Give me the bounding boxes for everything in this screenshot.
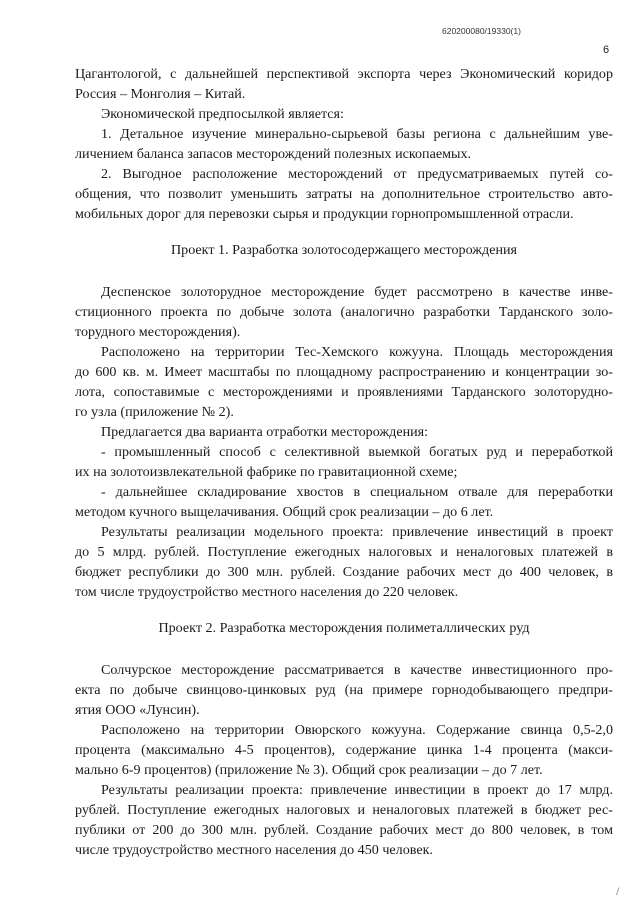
project-1-paragraph-6 [75, 522, 613, 602]
intro-paragraph-2 [75, 104, 613, 124]
text-line: публики от 200 до 300 млн. рублей. Создание рабочих мест до 800 человек, в том [75, 822, 613, 838]
project-1-paragraph-2 [75, 342, 613, 422]
text-line: методом кучного выщелачивания. Общий срок реализации – до 6 лет. [75, 504, 494, 520]
text-line: 1. Детальное изучение минерально-сырьевой базы региона с дальнейшим уве- [101, 126, 613, 142]
text-line: том числе трудоустройство местного населения до 220 человек. [75, 584, 459, 600]
text-line: бюджет республики до 300 млн. рублей. Создание рабочих мест до 400 человек, в [75, 564, 613, 580]
pen-mark: / [616, 884, 620, 898]
intro-paragraph-4 [75, 164, 613, 224]
text-line: процента (максимально 4-5 процентов), содержание цинка 1-4 процента (макси- [75, 742, 613, 758]
text-line: Результаты реализации модельного проекта: привлечение инвестиций в проект [101, 524, 613, 540]
text-line: Цагантологой, с дальнейшей перспективой экспорта через Экономический коридор [75, 66, 613, 82]
intro-paragraph-3 [75, 124, 613, 164]
intro-paragraph-1 [75, 64, 613, 104]
text-line: Результаты реализации проекта: привлечение инвестиции в проект до 17 млрд. [101, 782, 613, 798]
project-2-paragraph-3 [75, 780, 613, 860]
text-line: мобильных дорог для перевозки сырья и продукции горнопромышленной отрасли. [75, 206, 574, 222]
text-line: 2. Выгодное расположение месторождений от предусматриваемых путей со- [101, 166, 613, 182]
text-line: до 5 млрд. рублей. Поступление ежегодных налоговых и неналоговых платежей в [75, 544, 613, 560]
text-line: Солчурское месторождение рассматривается в качестве инвестиционного про- [101, 662, 613, 678]
project-1-paragraph-3 [75, 422, 613, 442]
text-line: Деспенское золоторудное месторождение будет рассмотрено в качестве инве- [101, 284, 613, 300]
text-line: Россия – Монголия – Китай. [75, 86, 246, 102]
project-1-paragraph-4 [75, 442, 613, 482]
text-line: их на золотоизвлекательной фабрике по гравитационной схеме; [75, 464, 458, 480]
text-line: го узла (приложение № 2). [75, 404, 234, 420]
text-line: лота, сопоставимые с месторождениями и проявлениями Тарданского золоторудно- [75, 384, 613, 400]
project-2-heading: Проект 2. Разработка месторождения полиметаллических руд [158, 620, 530, 636]
text-line: ятия ООО «Лунсин). [75, 702, 200, 718]
text-line: мально 6-9 процентов) (приложение № 3). Общий срок реализации – до 7 лет. [75, 762, 543, 778]
text-line: - промышленный способ с селективной выемкой богатых руд и переработкой [101, 444, 613, 460]
document-registration-number: 620200080/19330(1) [442, 26, 521, 36]
text-line: личением баланса запасов месторождений полезных ископаемых. [75, 146, 472, 162]
text-line: - дальнейшее складирование хвостов в специальном отвале для переработки [101, 484, 613, 500]
project-1-paragraph-5 [75, 482, 613, 522]
text-line: до 600 кв. м. Имеет масштабы по площадному распространению и концентрации зо- [75, 364, 613, 380]
text-line: Предлагается два варианта отработки месторождения: [101, 424, 429, 440]
text-line: рублей. Поступление ежегодных налоговых и неналоговых платежей в бюджет рес- [75, 802, 613, 818]
project-1-heading: Проект 1. Разработка золотосодержащего месторождения [170, 242, 518, 258]
project-2-paragraph-1 [75, 660, 613, 720]
text-line: Расположено на территории Овюрского кожууна. Содержание свинца 0,5-2,0 [101, 722, 613, 738]
text-line: стиционного проекта по добыче золота (аналогично разработки Тарданского золо- [75, 304, 613, 320]
page-number: 6 [603, 44, 610, 56]
text-line: Расположено на территории Тес-Хемского кожууна. Площадь месторождения [101, 344, 613, 360]
text-line: торудного месторождения). [75, 324, 241, 340]
text-line: общения, что позволит уменьшить затраты на дополнительное строительство авто- [75, 186, 613, 202]
project-2-paragraph-2 [75, 720, 613, 780]
text-line: екта по добыче свинцово-цинковых руд (на примере горнодобывающего предпри- [75, 682, 613, 698]
document-body [75, 64, 613, 860]
project-1-paragraph-1 [75, 282, 613, 342]
text-line: числе трудоустройство местного населения до 450 человек. [75, 842, 433, 858]
text-line: Экономической предпосылкой является: [101, 106, 344, 122]
